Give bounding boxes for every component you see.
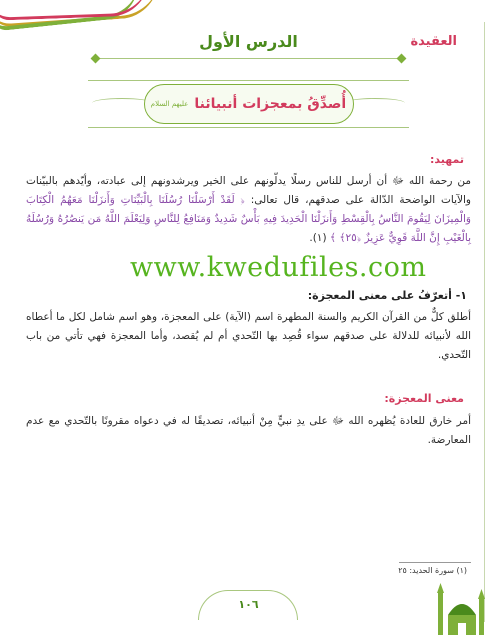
margin-line [481,22,485,622]
section-paragraph: أطلق كلٌّ من القرآن الكريم والسنة المطهرة اسم (الآية) على المعجزة، وهو اسم شامل لكل ما أعطاه الله لأنبيائه للدلالة على صدقهم سواء قُصِد بها التّحدي أم لم يُقصد، وأما المعجزة فهي تأتي من باب التّحدي. [26,311,471,361]
page-header [40,32,457,54]
definition-label: معنى المعجزة: [384,392,464,405]
lesson-title: الدرس الأول [199,32,298,51]
quran-verse: ﴿ لَقَدْ أَرْسَلْنَا رُسُلَنَا بِالْبَيِّنَاتِ وَأَنزَلْنَا مَعَهُمُ الْكِتَابَ وَالْمِيزَانَ لِيَقُومَ النَّاسُ بِالْقِسْطِ وَأَنزَلْنَا الْحَدِيدَ فِيهِ بَأْسٌ شَدِيدٌ وَمَنَافِعُ لِلنَّاسِ وَلِيَعْلَمَ اللَّهُ مَن يَنصُرُهُ وَرُسُلَهُ بِالْغَيْبِ إِنَّ اللَّهَ قَوِيٌّ عَزِيزٌ ﴿٢٥﴾ ﴾ [26,194,471,244]
footnote-divider [399,562,471,563]
footnote: (١) سورة الحديد: ٢٥ [398,566,467,575]
footnote-marker: (١). [309,232,327,244]
honorific-text: عليهم السلام [150,100,189,108]
subject-title: العقيدة [410,34,457,49]
intro-label: تمهيد: [429,153,464,166]
page-number: ١٠٦ [238,598,259,611]
intro-text: من رحمة الله ﷻ أن أرسل للناس رسلًا يدلّونهم على الخير ويرشدونهم إلى عبادته، وأيّدهم بالبيّنات والآيات الواضحة الدّالة على صدقهم، قال تعالى: [26,175,471,206]
banner-frame [144,84,354,124]
flourish-ornament [345,98,405,108]
header-divider [96,58,401,59]
watermark: www.kwedufiles.com [130,252,427,283]
intro-paragraph [26,172,471,248]
banner-title: أُصدِّقُ بمعجزات أنبيائنا [194,96,347,112]
section-heading: ١- أتعرّفُ على معنى المعجزة: [307,289,467,302]
mosque-icon [430,575,490,635]
lesson-banner [88,80,409,128]
definition-paragraph: أمر خارق للعادة يُظهره الله ﷻ على يدِ نبيٍّ مِنْ أنبيائه، تصديقًا له في دعواه مقرونًا بالتّحدي مع عدم المعارضة. [26,415,471,446]
